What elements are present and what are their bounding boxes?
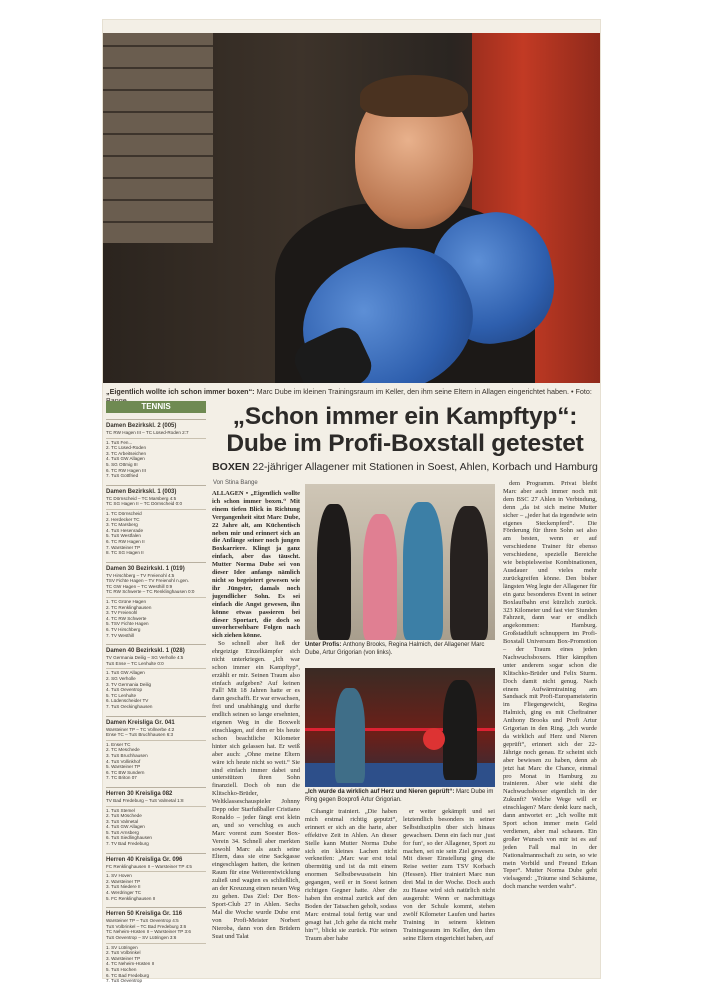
match-result: TC Neheim-Hüsten II – Warsteiner TP 3:6 [106, 929, 191, 935]
focus-mitt [423, 728, 445, 750]
standings-table [106, 668, 206, 709]
standings-row: 2. TC Lüsed-Roden [106, 445, 147, 451]
caption-text: Marc Dube im Ring gegen Boxprofi Artur Grigorian. [305, 789, 494, 803]
person-marc-dube [403, 502, 443, 640]
league-list [106, 419, 206, 984]
boxer-marc-dube [335, 688, 365, 783]
subhead-topic: BOXEN [212, 461, 250, 473]
standings-row: 5. TC Lenhulte [106, 692, 137, 698]
caption-lead: „Ich wurde da wirklich auf Herz und Nieren geprüft“: [305, 789, 455, 795]
standings-row: 3. TC Marsberg [106, 522, 138, 528]
article-headline [212, 403, 598, 457]
standings-row: 1. SV Lütringen [106, 944, 138, 950]
standings-row: 6. Lüdenscheider TV [106, 698, 149, 704]
standings-row: 3. TuS Bruchhausen [106, 752, 148, 758]
league-block [106, 562, 206, 639]
league-block [106, 787, 206, 847]
league-title: Damen 30 Bezirkskl. 1 (019) [106, 565, 185, 572]
standings-row: 3. Warsteiner TP [106, 955, 141, 961]
article-column-5 [503, 480, 597, 892]
byline: Von Stina Bange [213, 480, 258, 486]
tennis-heading: TENNIS [106, 401, 206, 413]
standings-row: 5. TuS Arnsberg [106, 829, 139, 835]
standings-row: 3. TuS Valmetal [106, 818, 139, 824]
match-result: TC Dörnscheid – TC Marsberg 4:5 [106, 495, 177, 501]
standings-row: 7. TuS Oeckinghausen [106, 703, 153, 709]
league-title: Damen 40 Bezirkskl. 1 (028) [106, 648, 185, 655]
tennis-results-sidebar [106, 401, 206, 984]
standings-row: 2. Herdecker TC [106, 516, 140, 522]
league-title: Damen Bezirkskl. 2 (005) [106, 423, 177, 429]
standings-row: 5. SG Ottmig III [106, 461, 138, 467]
match-result: TV Hirschberg – TV Freienohl 4:5 [106, 572, 175, 578]
standings-row: 7. TC Briton 07 [106, 775, 137, 781]
boxer-artur-grigorian [443, 680, 477, 780]
match-result: Warsteiner TP – TuS Oeventrop 4:5 [106, 918, 179, 924]
standings-row: 1. Enser TC [106, 741, 131, 747]
standings-row: 3. TuS Niedere II [106, 884, 141, 890]
hero-caption-quote: „Eigentlich wollte ich schon immer boxen“: [106, 387, 255, 396]
standings-row: 2. TC Meschede [106, 747, 140, 753]
match-result: TC RW Schwerte – TC Renklinghausen 0:0 [106, 589, 195, 595]
paragraph: er weiter gekämpft und sei letztendlich besonders in seiner Selbstdisziplin über sich hinaus gewachsen. Denn ein fach nur ‚just for fun‘, so der Allagener, Sport zu machen, sei nie sein Ziel gewesen. Mit dieser Einstellung ging die Reise weiter zum TSV Korbach (Hessen). Hier trainiert Marc nun drei Mal in der Woche. Doch auch zu Hause wird sich natürlich nicht ausgeruht: Wenn er nachmittags von der Schule kommt, stehen zwölf Kilometer Laufen und hartes Training in seinem kleinen Trainingsraum im Keller, den ihm seine Eltern eingerichtet haben, auf [403, 808, 495, 942]
match-result: TC GW Hagen – TC Westhill 0:9 [106, 583, 173, 589]
standings-row: 4. TuS GW Allagen [106, 456, 145, 462]
standings-row: 6. TV Hirschberg [106, 627, 141, 633]
hero-photo-boxer [103, 33, 600, 383]
standings-row: 6. TC Bad Fredeburg [106, 972, 150, 978]
standings-row: 7. TuS Gottfried [106, 473, 139, 479]
person-anthony-brooks [317, 504, 351, 640]
standings-row: 7. TuS Oeventrop [106, 978, 143, 984]
standings-row: 2. Warsteiner TP [106, 878, 141, 884]
match-result: TuS Volbrinkel – TC Bad Fredeburg 3:6 [106, 923, 187, 929]
standings-row: 7. TV Westhill [106, 632, 135, 638]
boxer-hair [360, 75, 468, 117]
headline-line-2: Dube im Profi-Boxstall getestet [226, 430, 584, 457]
standings-table [106, 438, 206, 479]
match-result: TV Bad Fredeburg – TuS Valmetal 1:8 [106, 797, 184, 803]
standings-row: 4. TuS GW Allagen [106, 824, 145, 830]
paragraph: dem Programm. Privat bleibt Marc aber auch immer noch mit dem BSC 27 Ahlen in Verbindung, denn „da ist sich meine Mutter sicher – „jeder hat da irgendwie sein eigenes Steckenpferd“. Die Förderung für ihren Sohn sei also am besten, wenn er auf verschiedene Trainer für ebenso verschiedene, spezielle Bereiche wie beispielsweise Kombinationen, Ausdauer und vieles mehr zurückgreifen könne. Den bisher längsten Weg legte der Allagener für ein ganz besonderes Event in seiner Boxlaufbahn erst kürzlich zurück. 323 Kilometer und fast vier Stunden Fahrzeit, dann war er endlich angekommen: Hamburg. Großstadtluft schnuppern im Profi-Boxstall Universum Box-Promotion – der Traum eines jeden Nachwuchsboxers. Hier kämpften unter anderem sogar schon die Klitschko-Brüder und Felix Sturm. Doch damit nicht genug. Nach einem Aufwärmtraining am Sandsack mit Profi-Europameisterin im Fliegengewicht, Regina Halmich, ging es mit Cheftrainer Anthony Brooks und Profi Artur Grigorian in den Ring. „Ich wurde da wirklich auf Herz und Nieren geprüft“, erinnert sich der 22-Jährige noch genau. Er scheint sich aber bewiesen zu haben, denn ab jetzt hat Marc die Chance, einmal pro Monat in Hamburg zu trainieren. Aber wie sieht die Nachwuchsboxer eigentlich in der Zukunft? Welche Wege will er einschlagen? Marc denkt kurz nach, dann antwortet er: „Ich wollte mit Sport schon immer mein Geld verdienen, aber mal schauen. Ein großer Wunsch von mir ist es auf jeden Fall mal in der Nationalmannschaft zu sein, so wie mein Vorbild und Freund Erkan Teper“. Mutter Norma Dube geht vielsagend: „Träume sind Schäume, doch manche werden wahr“. [503, 480, 597, 891]
league-block [106, 644, 206, 709]
match-result: TSV Fichte Hagen – TV Freienohl n.gen. [106, 578, 189, 584]
standings-row: 4. TuS Oeventrop [106, 687, 143, 693]
article-column-4 [403, 808, 495, 943]
photo-group-caption [305, 642, 495, 657]
person-artur-grigorian [450, 506, 488, 640]
article-column-3 [305, 808, 397, 943]
standings-row: 1. TuS Stemel [106, 807, 135, 813]
standings-row: 3. TC Arbeitseichen [106, 450, 147, 456]
hero-caption-text: Marc Dube im kleinen Trainingsraum im Keller, den ihm seine Eltern in Allagen eingerichtet haben. [256, 387, 569, 396]
article-lead [212, 490, 300, 640]
league-title: Damen Bezirkskl. 1 (003) [106, 488, 177, 495]
standings-row: 3. TV Freienohl [106, 610, 138, 616]
league-block [106, 419, 206, 479]
match-result: FC Renklinghausen II – Warsteiner TP 4:5 [106, 863, 192, 869]
standings-row: 7. Warsteiner TP [106, 544, 141, 550]
subhead-text: 22-jähriger Allagener mit Stationen in Soest, Ahlen, Korbach und Hamburg [252, 461, 598, 473]
standings-row: 1. TuS GW Allagen [106, 670, 145, 676]
standings-row: 1. TC Grüne Hagen [106, 599, 147, 605]
standings-row: 4. Werdringer TC [106, 890, 142, 896]
match-result: Warsteiner TP – TC Vollnerbe 4:2 [106, 726, 175, 732]
paragraph: So schnell aber ließ der ehrgeizige Einzelkämpfer sich nicht unterkriegen. „Ich war schon immer ein Kampftyp“, erzählt er mir. Seinen Traum also einfach aufgeben? Auf keinen Fall! Mit 18 Jahren hatte er es dann geschafft. Er war erwachsen, frei und unabhängig und durfte endlich seinen so lange ersehnten, eigenen Weg in die Boxwelt einschlagen, auf dem er bis heute schon beachtliche Kilometer hinter sich gelassen hat. Er weiß aber auch: „Ohne meine Eltern wäre ich heute nicht so weit.“ Sie sind einfach immer dabei und unterstützen ihren Sohn finanziell. Doch ob nun die Klitschko-Brüder, Weltklasseschauspieler Johnny Depp oder Starfußballer Cristiano Ronaldo – jeder fängt erst klein an, und so verschlug es auch Marc vorerst zum Soester Box-Verein 34. Schnell aber merkten sowohl Marc als auch seine Eltern, dass sie eine Sackgasse eingeschlagen hatten, die keinen Raum für eine Weiterentwicklung zuließ und wagten es schließlich, an der Kreuzung einen neuen Weg zu gehen. Das Ziel: Der Box-Sport-Club 27 in Ahlen. Sechs Mal die Woche wurde Dube erst von Profi-Meister Norbert Nieroba, dann von den Brüdern Suat und Talat [212, 640, 300, 940]
match-result: Ense TC – TuS Bruchhausen 6:3 [106, 732, 174, 738]
standings-row: 6. TC BW Sundern [106, 769, 145, 775]
league-block [106, 716, 206, 781]
match-result: TV Germania Deilig – SG Verholle 4:5 [106, 655, 184, 661]
standings-row: 4. TC Neheim-Hüsten II [106, 961, 155, 967]
standings-row: 2. TC Renklinghausen [106, 604, 152, 610]
brick-wall [103, 33, 213, 243]
caption-lead: Unter Profis: [305, 642, 342, 648]
standings-table [106, 806, 206, 847]
photo-boxing-ring [305, 668, 495, 787]
match-result: TuS Oeventrop – SV Lütringen 3:6 [106, 935, 177, 940]
standings-row: 8. TC SG Hagen II [106, 550, 144, 556]
standings-row: 6. TC RW Hagen III [106, 467, 146, 473]
standings-row: 1. SV Hoven [106, 873, 132, 879]
standings-row: 1. TC Dörnscheid [106, 510, 142, 516]
match-result: TC RW Hagen III – TC Lüsed-Roden 2:7 [106, 430, 189, 435]
standings-row: 4. TuS Hesenrade [106, 527, 144, 533]
paragraph: Cihangir trainiert. „Die haben mich erstmal richtig geputzt“, erinnert er sich an die harte, aber effektive Zeit in Ahlen. An dieser Stelle kann Mutter Norma Dube sich ein kleines Lachen nicht verkneifen: „Marc war erst total übermütig und ist da mit einem enormen Selbstbewusstsein hin gegangen, weil er in Soest keinen richtigen Gegner hatte. Aber die haben ihn erstmal zurück auf den Boden der Tatsachen geholt, sodass Marc erstmal total fertig war und gesagt hat ‚Ich gehe da nicht mehr hin‘“, blickt sie zurück. Für seinen Traum aber habe [305, 808, 397, 942]
league-title: Herren 40 Kreisliga Gr. 096 [106, 856, 183, 863]
match-result: TuS Ense – TC Lenhulte 0:0 [106, 660, 164, 666]
standings-row: 4. TC RW Schwerte [106, 615, 147, 621]
photo-credit: • Foto: [571, 387, 592, 396]
article-column-1 [212, 640, 300, 941]
article-subhead [212, 461, 598, 473]
league-block [106, 907, 206, 984]
standings-table [106, 740, 206, 781]
photo-group-portrait [305, 484, 495, 640]
standings-table [106, 871, 206, 901]
standings-row: 2. SG Verholle [106, 676, 136, 681]
standings-row: 3. TV Germania Deilig [106, 681, 152, 687]
league-block [106, 485, 206, 556]
standings-row: 5. TSV Fichte Hagen [106, 621, 149, 627]
standings-table [106, 509, 206, 556]
standings-row: 2. TuS Volbrinkel [106, 950, 141, 956]
match-result: TC SG Hagen II – TC Dörnscheid 0:0 [106, 501, 183, 507]
standings-table [106, 943, 206, 984]
caption-text: Anthony Brooks, Regina Halmich, der Allagener Marc Dube, Artur Grigorian (von links). [305, 642, 485, 656]
dateline: ALLAGEN • [212, 490, 249, 497]
standings-row: 4. TuS Vollinkhof [106, 758, 141, 764]
standings-row: 1. TuS Fen... [106, 439, 133, 445]
person-regina-halmich [363, 514, 397, 640]
standings-row: 6. TuS Siedlinghausen [106, 835, 152, 841]
standings-row: 5. TuS Hochen [106, 966, 137, 972]
standings-table [106, 597, 206, 638]
standings-row: 5. FC Renklinghausen II [106, 895, 156, 901]
standings-row: 6. TC RW Hagen II [106, 538, 145, 544]
photo-ring-caption [305, 789, 495, 804]
standings-row: 5. TuS Westfalen [106, 533, 141, 539]
lead-text: „Eigentlich wollte ich schon immer boxen.“ Mit einem tiefen Blick in Richtung Vergangenheit sitzt Marc Dube, 22 Jahre alt, am Küchentisch neben mir und erinnert sich an die Anfänge seiner noch jungen Boxkarriere. Klingt ja ganz einfach, aber das täuscht. Mutter Norma Dube sei von dieser Idee anfangs nämlich nicht so begeistert gewesen wie ihr Jüngster, damals noch jugendlicher Sohn. Es sei einfach die Angst gewesen, ihn könne etwas passieren bei dieser Sportart, die doch so unvorhersehbare Folgen nach sich ziehen könne. [212, 490, 300, 640]
standings-row: 7. TV Bad Fredeburg [106, 841, 149, 847]
league-title: Damen Kreisliga Gr. 041 [106, 719, 175, 726]
league-title: Herren 30 Kreisliga 082 [106, 790, 173, 797]
league-title: Herren 50 Kreisliga Gr. 116 [106, 911, 183, 918]
league-block [106, 853, 206, 902]
headline-line-1: „Schon immer ein Kampftyp“: [232, 403, 578, 430]
standings-row: 5. Warsteiner TP [106, 764, 141, 770]
standings-row: 2. TuS Möschede [106, 813, 142, 819]
